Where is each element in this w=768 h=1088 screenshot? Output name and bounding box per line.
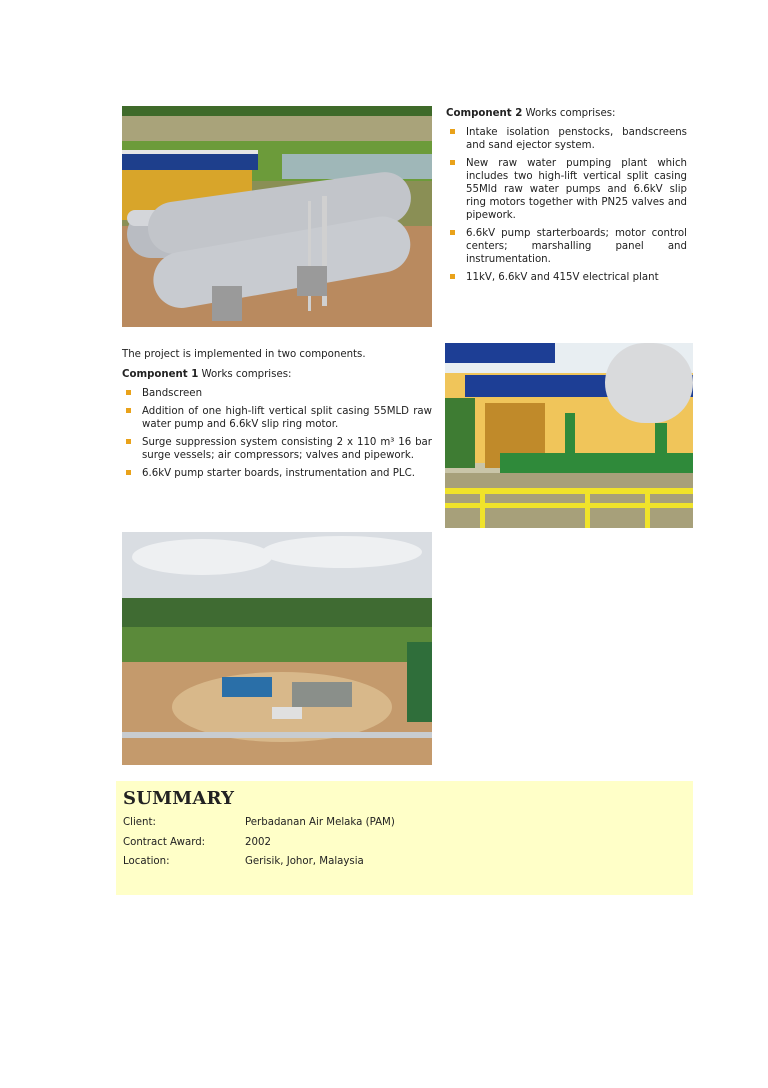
location-value: Gerisik, Johor, Malaysia [245, 856, 364, 867]
bullet-icon [126, 439, 131, 444]
component-2-intro: Works comprises: [522, 108, 616, 119]
component-1-section [122, 348, 432, 485]
list-item: Intake isolation penstocks, bandscreens and sand ejector system. [446, 126, 687, 152]
contract-award-value: 2002 [245, 837, 271, 848]
site-aerial-photo [122, 532, 432, 765]
component-1-label: Component 1 [122, 369, 199, 380]
client-label: Client: [123, 817, 156, 828]
bullet-icon [450, 160, 455, 165]
component-2-section [446, 107, 687, 289]
component-2-list [446, 126, 687, 284]
bullet-icon [126, 470, 131, 475]
bullet-icon [450, 274, 455, 279]
summary-title: SUMMARY [123, 788, 235, 809]
list-item: 6.6kV pump starter boards, instrumentation and PLC. [122, 467, 432, 480]
component-1-list [122, 387, 432, 480]
component-1-intro: Works comprises: [198, 369, 292, 380]
location-label: Location: [123, 856, 170, 867]
surge-vessels-photo [122, 106, 432, 327]
contract-award-label: Contract Award: [123, 837, 206, 848]
bullet-icon [126, 408, 131, 413]
list-item: New raw water pumping plant which includes two high-lift vertical split casing 55Mld raw water pumps and 6.6kV slip ring motors together with PN25 valves and pipework. [446, 157, 687, 222]
bullet-icon [450, 230, 455, 235]
summary-box [116, 781, 693, 895]
bullet-icon [126, 390, 131, 395]
client-value: Perbadanan Air Melaka (PAM) [245, 817, 395, 828]
bullet-icon [450, 129, 455, 134]
list-item: Surge suppression system consisting 2 x 110 m³ 16 bar surge vessels; air compressors; valves and pipework. [122, 436, 432, 462]
list-item: Addition of one high-lift vertical split casing 55MLD raw water pump and 6.6kV slip ring motor. [122, 405, 432, 431]
component-2-label: Component 2 [446, 108, 523, 119]
project-intro: The project is implemented in two components. [122, 349, 366, 360]
list-item: 6.6kV pump starterboards; motor control centers; marshalling panel and instrumentation. [446, 227, 687, 266]
list-item: 11kV, 6.6kV and 415V electrical plant [446, 271, 687, 284]
list-item: Bandscreen [122, 387, 432, 400]
pump-house-photo [445, 343, 693, 528]
